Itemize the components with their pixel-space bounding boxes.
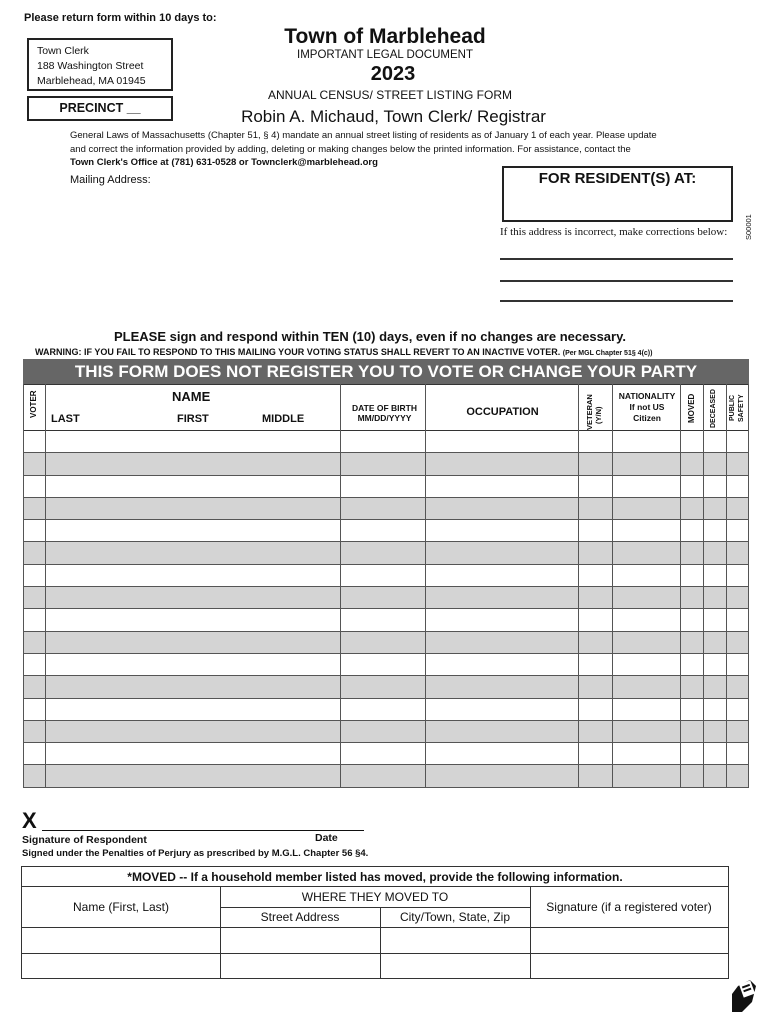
col-veteran-2: (Y/N) — [594, 406, 603, 424]
table-row[interactable] — [23, 453, 749, 475]
return-note: Please return form within 10 days to: — [24, 12, 217, 24]
clerk-address-box — [27, 38, 173, 91]
table-row[interactable] — [23, 476, 749, 498]
col-dob-line-2: MM/DD/YYYY — [357, 413, 412, 423]
not-registration-banner: THIS FORM DOES NOT REGISTER YOU TO VOTE OR CHANGE YOUR PARTY — [23, 359, 749, 384]
col-dob-line-1: DATE OF BIRTH — [351, 403, 417, 413]
correction-line-3[interactable] — [500, 300, 733, 302]
col-nationality-line-2: If not US — [629, 402, 665, 412]
resident-rows — [23, 431, 749, 788]
table-row[interactable] — [23, 765, 749, 787]
intro-contact-line: Town Clerk's Office at (781) 631-0528 or Townclerk@marblehead.org — [70, 157, 378, 168]
moved-entry-city-2[interactable] — [380, 953, 530, 978]
grid-line — [748, 384, 749, 788]
table-row[interactable] — [23, 498, 749, 520]
table-row[interactable] — [23, 542, 749, 564]
table-row[interactable] — [23, 609, 749, 631]
moved-entry-signature-2[interactable] — [530, 953, 728, 978]
grid-line — [612, 384, 613, 788]
table-row[interactable] — [23, 654, 749, 676]
correction-line-1[interactable] — [500, 258, 733, 260]
col-moved: MOVED — [687, 393, 696, 423]
moved-entry-name-1[interactable] — [22, 927, 220, 953]
moved-title: *MOVED -- If a household member listed has moved, provide the following information. — [127, 870, 623, 884]
clerk-address-line-3: Marblehead, MA 01945 — [37, 75, 146, 87]
grid-line — [703, 384, 704, 788]
table-row[interactable] — [23, 721, 749, 743]
correction-line-2[interactable] — [500, 280, 733, 282]
moved-signature-col: Signature (if a registered voter) — [546, 900, 712, 914]
where-moved-label: WHERE THEY MOVED TO — [301, 890, 449, 904]
grid-line — [340, 384, 341, 788]
resident-address-box: FOR RESIDENT(S) AT: — [502, 166, 733, 222]
city-state-zip-col: City/Town, State, Zip — [399, 910, 511, 924]
grid-line — [425, 384, 426, 788]
table-row[interactable] — [23, 743, 749, 765]
col-first: FIRST — [177, 413, 209, 425]
col-name: NAME — [172, 389, 211, 404]
col-nationality-line-1: NATIONALITY — [618, 391, 676, 401]
grid-line — [680, 384, 681, 788]
clerk-name: Robin A. Michaud, Town Clerk/ Registrar — [241, 107, 546, 126]
moved-entry-street-2[interactable] — [220, 953, 380, 978]
table-row[interactable] — [23, 587, 749, 609]
form-name: ANNUAL CENSUS/ STREET LISTING FORM — [267, 88, 513, 102]
form-year: 2023 — [370, 63, 416, 85]
col-veteran-1: VETERAN — [585, 394, 594, 430]
moved-entry-city-1[interactable] — [380, 927, 530, 953]
legal-document-label: IMPORTANT LEGAL DOCUMENT — [297, 49, 473, 61]
col-nationality-line-3: Citizen — [633, 413, 661, 423]
moved-entry-street-1[interactable] — [220, 927, 380, 953]
moved-table — [21, 866, 729, 979]
col-public-2: SAFETY — [738, 394, 745, 422]
town-title: Town of Marblehead — [284, 25, 486, 48]
signature-line[interactable] — [42, 830, 364, 831]
table-row[interactable] — [23, 699, 749, 721]
col-last: LAST — [51, 413, 80, 425]
clerk-address-line-1: Town Clerk — [37, 45, 89, 57]
table-row[interactable] — [23, 632, 749, 654]
moved-entry-signature-1[interactable] — [530, 927, 728, 953]
table-row[interactable] — [23, 431, 749, 453]
grid-line — [45, 384, 46, 788]
warning-reference: (Per MGL Chapter 51§ 4(c)) — [562, 350, 653, 357]
col-voter: VOTER — [29, 390, 38, 418]
signature-x-mark: X — [22, 808, 37, 833]
grid-line — [578, 384, 579, 788]
warning-main: WARNING: IF YOU FAIL TO RESPOND TO THIS MAILING YOUR VOTING STATUS SHALL REVERT TO AN INACTIVE VOTER. — [35, 347, 561, 357]
ballot-hand-icon — [728, 972, 758, 1016]
col-deceased: DECEASED — [710, 389, 717, 428]
precinct-box: PRECINCT __ — [27, 96, 173, 121]
grid-line — [726, 384, 727, 788]
col-public-1: PUBLIC — [729, 394, 736, 421]
col-middle: MIDDLE — [262, 413, 305, 425]
signature-label: Signature of Respondent — [22, 834, 147, 846]
moved-name-col: Name (First, Last) — [72, 900, 169, 914]
please-sign-instruction: PLEASE sign and respond within TEN (10) days, even if no changes are necessary. — [114, 329, 626, 344]
clerk-address-line-2: 188 Washington Street — [37, 60, 144, 72]
intro-line-2: and correct the information provided by adding, deleting or making changes below the printed information. For assistance, contact the — [70, 144, 631, 155]
moved-entry-name-2[interactable] — [22, 953, 220, 978]
mailing-address-label: Mailing Address: — [70, 174, 151, 186]
warning-text — [35, 347, 652, 357]
intro-line-1: General Laws of Massachusetts (Chapter 51, § 4) mandate an annual street listing of residents as of January 1 of each year. Please update — [70, 130, 657, 141]
address-correction-note: If this address is incorrect, make corrections below: — [500, 226, 728, 238]
perjury-statement: Signed under the Penalties of Perjury as prescribed by M.G.L. Chapter 56 §4. — [22, 848, 369, 859]
date-label: Date — [315, 832, 338, 844]
grid-line — [23, 384, 24, 788]
table-header — [23, 384, 749, 431]
col-nationality — [613, 391, 681, 424]
table-row[interactable] — [23, 565, 749, 587]
table-row[interactable] — [23, 520, 749, 542]
form-code: S00001 — [744, 214, 753, 240]
col-dob — [342, 403, 427, 423]
table-row[interactable] — [23, 676, 749, 698]
street-address-col: Street Address — [260, 910, 340, 924]
col-occupation: OCCUPATION — [466, 406, 539, 418]
